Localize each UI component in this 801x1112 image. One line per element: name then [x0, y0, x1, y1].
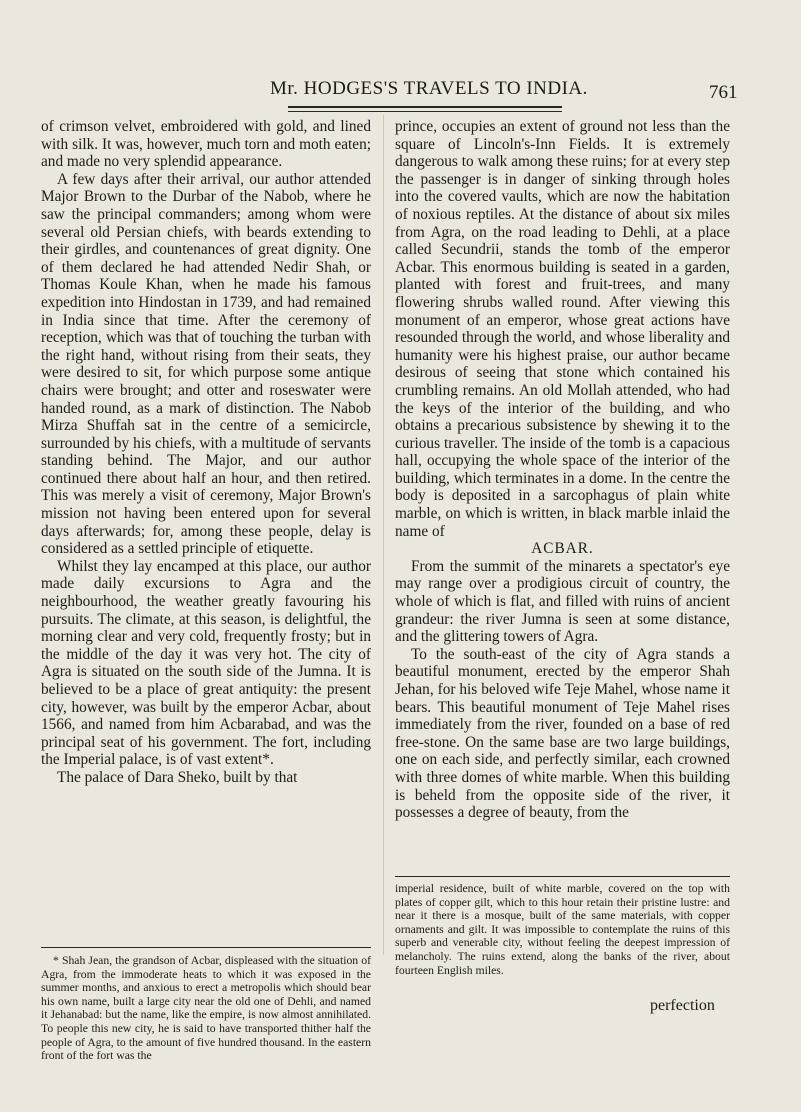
catchword: perfection — [650, 997, 715, 1014]
right-column — [395, 118, 730, 822]
left-paragraph-4: The palace of Dara Sheko, built by that — [57, 768, 298, 786]
right-paragraph-2: From the summit of the minarets a spectator's eye may range over a prodigious circuit of country, the whole of which is flat, and filled with ruins of ancient grandeur: the river Jumna is seen at some distance, and the glittering towers of Agra. — [395, 557, 730, 646]
footnote-rule-right — [395, 876, 730, 877]
footnote-left-text: * Shah Jean, the grandson of Acbar, displeased with the situation of Agra, from the immoderate heats to which it was exposed in the summer months, and anxious to erect a metropolis which should bear his own name, built a large city near the old one of Dehli, and named it Jehanabad: but the name, like the empire, is now almost annihilated. To people this new city, he is said to have transported thither half the people of Agra, to the amount of five hundred thousand. In the eastern front of the fort was the — [41, 954, 371, 1063]
left-column — [41, 118, 371, 787]
footnote-right — [395, 882, 730, 977]
header-rule — [288, 106, 562, 112]
left-paragraph-1: of crimson velvet, embroidered with gold, and lined with silk. It was, however, much torn and moth eaten; and made no very splendid appearance. — [41, 118, 371, 171]
running-head: Mr. HODGES'S TRAVELS TO INDIA. — [270, 78, 588, 99]
tomb-inscription: ACBAR. — [531, 540, 594, 558]
footnote-rule-left — [41, 947, 371, 948]
footnote-left — [41, 954, 371, 1063]
left-paragraph-2: A few days after their arrival, our author attended Major Brown to the Durbar of the Nabob, where he saw the principal commanders; among whom were several old Persian chiefs, with beards extending to their girdles, and countenances of great dignity. One of them declared he had attended Nedir Shah, or Thomas Koule Khan, when he made his famous expedition into Hindostan in 1739, and had remained in India since that time. After the ceremony of reception, which was that of touching the turban with the right hand, without rising from their seats, they were desired to sit, for which purpose some antique chairs were brought; and otter and roseswater were handed round, as a mark of distinction. The Nabob Mirza Shuffah sat in the centre of a semicircle, surrounded by his chiefs, with a multitude of servants standing behind. The Major, and our author continued there about half an hour, and then retired. This was merely a visit of ceremony, Major Brown's mission not having been entered upon for several days afterwards; for, among these people, delay is considered as a settled principle of etiquette. — [41, 170, 371, 558]
left-paragraph-3: Whilst they lay encamped at this place, our author made daily excursions to Agra and the neighbourhood, the weather greatly favouring his pursuits. The climate, at this season, is delightful, the morning clear and very cold, frequently frosty; but in the middle of the day it was very hot. The city of Agra is situated on the south side of the Jumna. It is believed to be a place of great antiquity: the present city, however, was built by the emperor Acbar, about 1566, and named from him Acbarabad, and was the principal seat of his government. The fort, including the Imperial palace, is of vast extent*. — [41, 557, 371, 769]
right-paragraph-3: To the south-east of the city of Agra stands a beautiful monument, erected by the emperor Shah Jehan, for his beloved wife Teje Mahel, whose name it bears. This beautiful monument of Teje Mahel rises immediately from the river, founded on a base of red free-stone. On the same base are two large buildings, one on each side, and perfectly similar, each crowned with three domes of white marble. When this building is beheld from the opposite side of the river, it possesses a degree of beauty, from the — [395, 645, 730, 822]
column-divider — [383, 115, 384, 955]
page-number: 761 — [709, 82, 738, 103]
footnote-right-text: imperial residence, built of white marble, covered on the top with plates of copper gilt, which to this hour retain their pristine lustre: and near it there is a mosque, built of the same materials, with copper ornaments and gilt. It was impossible to contemplate the ruins of this superb and venerable city, without feeling the deepest impression of melancholy. The ruins extend, along the banks of the river, about fourteen English miles. — [395, 882, 730, 977]
right-paragraph-1: prince, occupies an extent of ground not less than the square of Lincoln's-Inn Fields. It is extremely dangerous to walk among these ruins; for at every step the passenger is in danger of sinking through holes into the covered vaults, which are now the habitation of noxious reptiles. At the distance of about six miles from Agra, on the road leading to Dehli, at a place called Secundrii, stands the tomb of the emperor Acbar. This enormous building is seated in a garden, planted with forest and fruit-trees, and many flowering shrubs walled round. After viewing this monument of an emperor, whose great actions have resounded through the world, and whose liberality and humanity were his highest praise, our author became desirous of seeing that stone which contained his crumbling remains. An old Mollah attended, who had the keys of the interior of the building, and who obtains a precarious subsistence by shewing it to the curious traveller. The inside of the tomb is a capacious hall, occupying the whole space of the interior of the building, which terminates in a dome. In the centre the body is deposited in a sarcophagus of plain white marble, on which is written, in black marble inlaid the name of — [395, 118, 730, 540]
